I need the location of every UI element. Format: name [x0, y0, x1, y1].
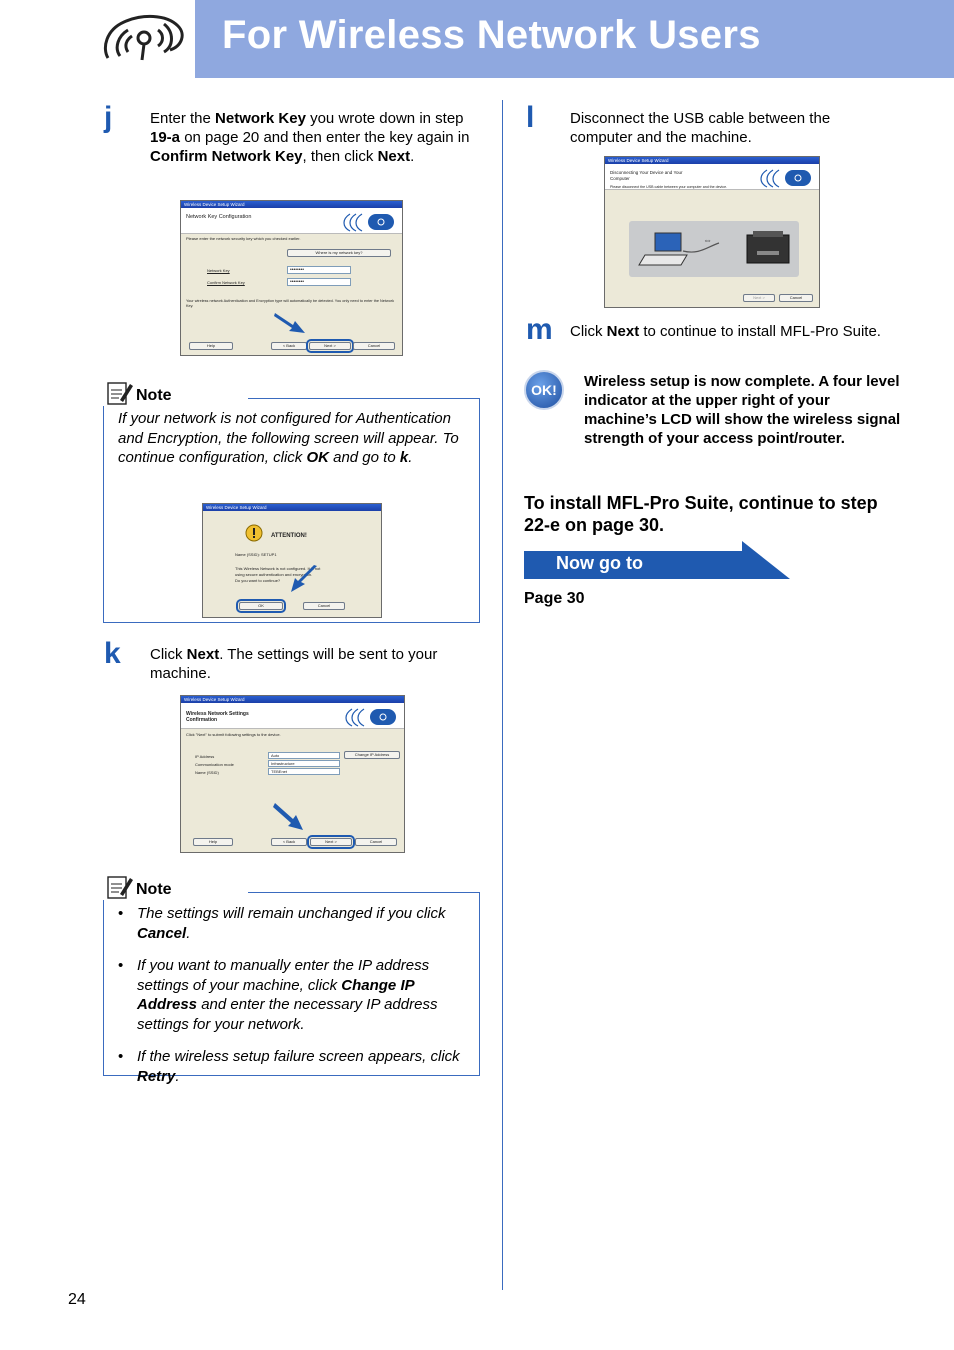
confirm-key-field[interactable]: ••••••••	[287, 278, 351, 286]
wireless-logo-icon	[336, 211, 396, 233]
screen-banner	[605, 164, 819, 190]
confirm-key-label: Confirm Network Key	[207, 280, 245, 285]
change-ip-button[interactable]: Change IP Address	[344, 751, 400, 759]
screen-titlebar: Wireless Device Setup Wizard	[203, 504, 381, 511]
note-right-rule	[479, 398, 480, 623]
wireless-logo-icon	[338, 706, 398, 728]
comm-value: Infrastructure	[268, 760, 340, 767]
warning-line-1: This Wireless Network is not configured. It is not	[235, 566, 321, 571]
note-heading: Note	[136, 387, 172, 404]
note-top-rule	[248, 398, 480, 399]
note-bullet-list	[118, 904, 468, 1099]
step-m-text: Click Next to continue to install MFL-Pro Suite.	[570, 323, 881, 340]
completion-text: Wireless setup is now complete. A four level indicator at the upper right of your machine’s LCD will show the wireless signal strength of your access point/router.	[584, 373, 901, 447]
ip-label: IP Address	[195, 754, 215, 759]
help-button[interactable]: Help	[193, 838, 233, 846]
cancel-button[interactable]: Cancel	[355, 838, 397, 846]
screen-heading-2: Computer	[610, 176, 630, 181]
confirmation-screenshot	[180, 695, 405, 853]
ip-value: Auto	[268, 752, 340, 759]
wireless-icon	[94, 0, 190, 78]
step-k-text: Click Next. The settings will be sent to your machine.	[150, 646, 438, 682]
network-key-screenshot	[180, 200, 403, 356]
device-illustration	[629, 221, 799, 277]
warning-line-3: Do you want to continue?	[235, 578, 281, 583]
screen-titlebar: Wireless Device Setup Wizard	[605, 157, 819, 164]
arrow-icon	[273, 309, 309, 337]
page-number: 24	[68, 1291, 86, 1308]
attention-screenshot	[202, 503, 382, 618]
attention-heading: ATTENTION!	[271, 533, 307, 539]
header-icon-box	[94, 0, 190, 78]
back-button[interactable]: < Back	[271, 838, 307, 846]
screen-instruction: Please enter the network security key which you checked earlier.	[186, 236, 301, 241]
help-button[interactable]: Help	[189, 342, 233, 350]
note-icon	[106, 874, 134, 900]
screen-heading-1: Disconnecting Your Device and Your	[610, 170, 683, 175]
arrow-icon	[287, 564, 319, 594]
laptop-printer-icon	[629, 221, 799, 277]
screen-banner	[181, 703, 404, 729]
page-title: For Wireless Network Users	[222, 13, 761, 57]
next-button[interactable]: Next >	[743, 294, 775, 302]
list-item: • The settings will remain unchanged if you click Cancel.	[118, 904, 468, 943]
install-instruction: To install MFL-Pro Suite, continue to step 22-e on page 30.	[524, 493, 878, 535]
ssid-label: Name (SSID)	[195, 770, 219, 775]
screen-heading-2: Confirmation	[186, 717, 218, 723]
note-right-rule	[479, 892, 480, 1076]
go-to-page-link[interactable]: Page 30	[524, 590, 585, 607]
note-icon	[106, 380, 134, 406]
network-key-field[interactable]: ••••••••	[287, 266, 351, 274]
note-left-rule	[103, 900, 104, 1076]
ssid-value: TEBEnet	[268, 768, 340, 775]
column-divider	[502, 100, 503, 1290]
warning-line-2: using secure authentication and encryption.	[235, 572, 313, 577]
screen-info: Your wireless network Authentication and Encryption type will automatically be detected. You only need to enter the Network Key.	[186, 299, 394, 308]
ok-badge-icon: OK!	[524, 370, 564, 410]
arrow-icon	[273, 800, 309, 832]
back-button[interactable]: < Back	[271, 342, 307, 350]
note-top-rule	[248, 892, 480, 893]
list-item: • If the wireless setup failure screen appears, click Retry.	[118, 1047, 468, 1086]
now-go-to-label: Now go to	[556, 553, 643, 573]
step-letter-l: l	[526, 101, 535, 134]
disconnect-screenshot	[604, 156, 820, 308]
screen-titlebar: Wireless Device Setup Wizard	[181, 201, 402, 208]
comm-label: Communication mode	[195, 762, 234, 767]
network-key-label: Network Key	[207, 268, 230, 273]
step-j-text: Enter the Network Key you wrote down in step 19-a on page 20 and then enter the key again in Confirm Network Key, then click Next.	[150, 110, 470, 165]
screen-heading-1: Wireless Network Settings	[186, 711, 249, 717]
cancel-button[interactable]: Cancel	[303, 602, 345, 610]
ok-button[interactable]: OK	[239, 602, 283, 610]
step-l-text: Disconnect the USB cable between the computer and the machine.	[570, 110, 831, 146]
note-heading: Note	[136, 881, 172, 898]
step-letter-j: j	[104, 101, 113, 134]
note-left-rule	[103, 406, 104, 623]
screen-instruction: Please disconnect the USB cable between your computer and the device.	[610, 185, 728, 189]
wireless-logo-icon	[753, 167, 813, 189]
step-letter-k: k	[104, 637, 121, 670]
svg-text:⇔: ⇔	[703, 235, 712, 245]
screen-instruction: Click "Next" to submit following settings to the device.	[186, 732, 281, 737]
note-text: If your network is not configured for Authentication and Encryption, the following screen will appear. To continue configuration, click OK and go to k.	[118, 410, 459, 466]
warning-icon	[245, 524, 263, 542]
ssid-line: Name (SSID): SETUP1	[235, 552, 277, 557]
screen-titlebar: Wireless Device Setup Wizard	[181, 696, 404, 703]
next-button[interactable]: Next >	[310, 838, 352, 846]
next-button[interactable]: Next >	[309, 342, 351, 350]
list-item: • If you want to manually enter the IP address settings of your machine, click Change IP Address and enter the necessary IP address settings for your network.	[118, 956, 468, 1034]
cancel-button[interactable]: Cancel	[353, 342, 395, 350]
note-bottom-rule	[103, 622, 480, 623]
cancel-button[interactable]: Cancel	[779, 294, 813, 302]
where-is-key-button[interactable]: Where is my network key?	[287, 249, 391, 257]
screen-banner	[181, 208, 402, 234]
step-letter-m: m	[526, 313, 553, 346]
screen-heading: Network Key Configuration	[186, 214, 252, 220]
